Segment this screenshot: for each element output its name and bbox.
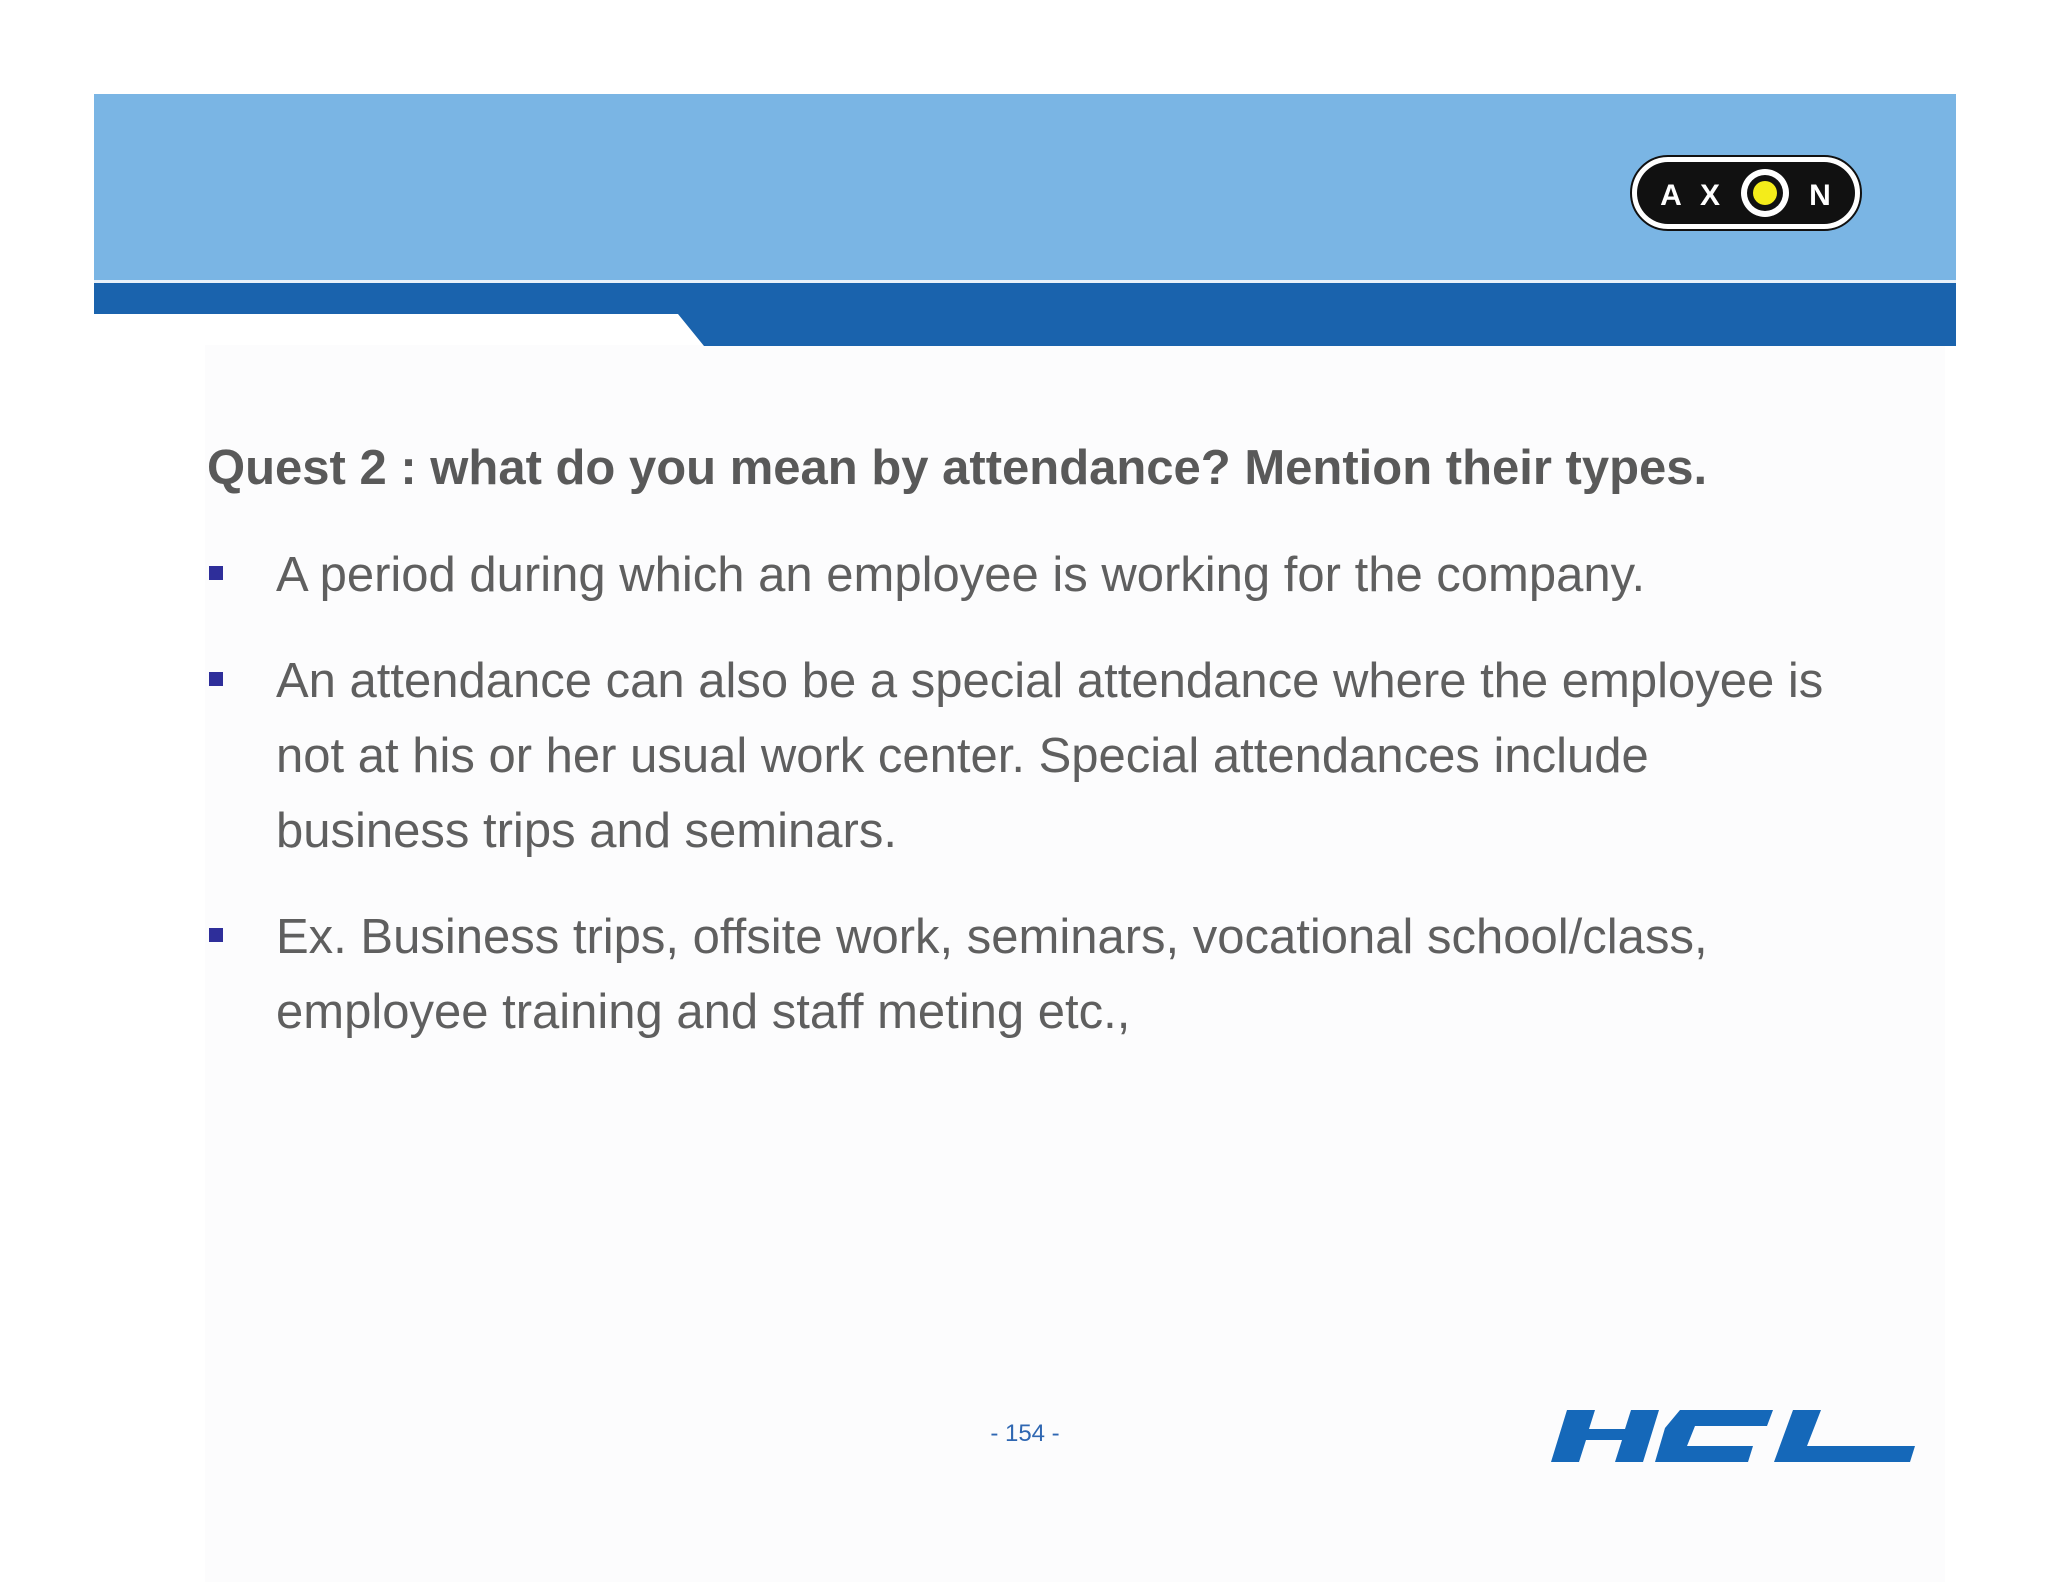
axon-logo <box>1630 155 1862 231</box>
axon-logo-letter-n: N <box>1809 179 1831 212</box>
header-dark-band <box>94 283 1956 346</box>
bullet-item <box>207 644 1847 869</box>
page-number: - 154 - <box>990 1420 1060 1447</box>
square-bullet-icon <box>209 928 223 942</box>
header-divider-line <box>94 280 1956 283</box>
bullet-list <box>207 538 1847 1081</box>
axon-logo-o-dot <box>1753 181 1777 205</box>
bullet-item <box>207 900 1847 1050</box>
axon-logo-letter-x: X <box>1699 179 1721 212</box>
square-bullet-icon <box>209 672 223 686</box>
axon-logo-letter-a: A <box>1660 179 1682 212</box>
bullet-text: A period during which an employee is working for the company. <box>276 548 1646 602</box>
bullet-text: Ex. Business trips, offsite work, seminars, vocational school/class, employee training and staff meting etc., <box>276 910 1708 1039</box>
hcl-logo <box>1545 1408 1920 1464</box>
square-bullet-icon <box>209 566 223 580</box>
bullet-item <box>207 538 1847 613</box>
bullet-text: An attendance can also be a special attendance where the employee is not at his or her usual work center. Special attendances include business trips and seminars. <box>276 654 1824 858</box>
slide-title: Quest 2 : what do you mean by attendance? Mention their types. <box>207 441 1708 495</box>
